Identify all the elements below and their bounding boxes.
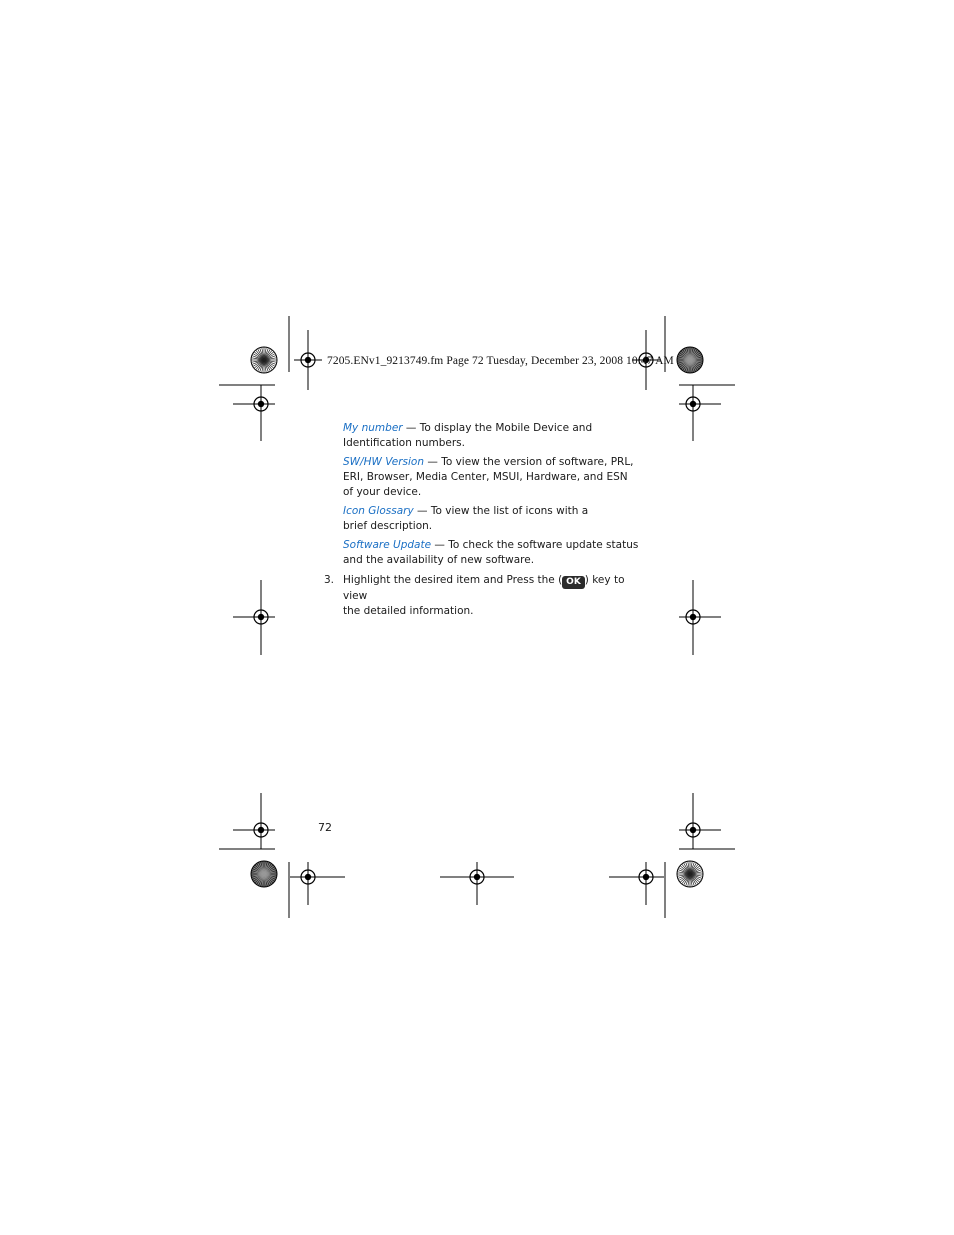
term-my-number: My number: [343, 422, 403, 434]
entry-text-cont2: of your device.: [343, 486, 422, 498]
term-sw-hw-version: SW/HW Version: [343, 456, 425, 468]
term-icon-glossary: Icon Glossary: [343, 505, 414, 517]
menu-descriptions: [343, 421, 643, 572]
step-number: 3.: [324, 574, 335, 586]
entry-software-update: [343, 538, 643, 568]
entry-text-cont: brief description.: [343, 520, 433, 532]
entry-icon-glossary: [343, 504, 643, 534]
step-text: [343, 573, 643, 619]
print-slug: 7205.ENv1_9213749.fm Page 72 Tuesday, December 23, 2008 10:47 AM: [327, 355, 674, 367]
term-software-update: Software Update: [343, 539, 432, 551]
entry-text: — To view the version of software, PRL,: [424, 456, 634, 468]
page-number: 72: [318, 821, 332, 834]
entry-my-number: [343, 421, 643, 451]
step-text-before: Highlight the desired item and Press the (: [343, 574, 563, 586]
step-text-cont: the detailed information.: [343, 605, 474, 617]
entry-text-cont: ERI, Browser, Media Center, MSUI, Hardware, and ESN: [343, 471, 628, 483]
entry-sw-hw-version: [343, 455, 643, 500]
entry-text: — To check the software update status: [431, 539, 639, 551]
entry-text-cont: and the availability of new software.: [343, 554, 535, 566]
entry-text-cont: Identification numbers.: [343, 437, 465, 449]
entry-text: — To display the Mobile Device and: [402, 422, 593, 434]
entry-text: — To view the list of icons with a: [413, 505, 589, 517]
step-text-after: ) key to view: [343, 574, 625, 602]
ok-key-icon: OK: [562, 576, 585, 589]
